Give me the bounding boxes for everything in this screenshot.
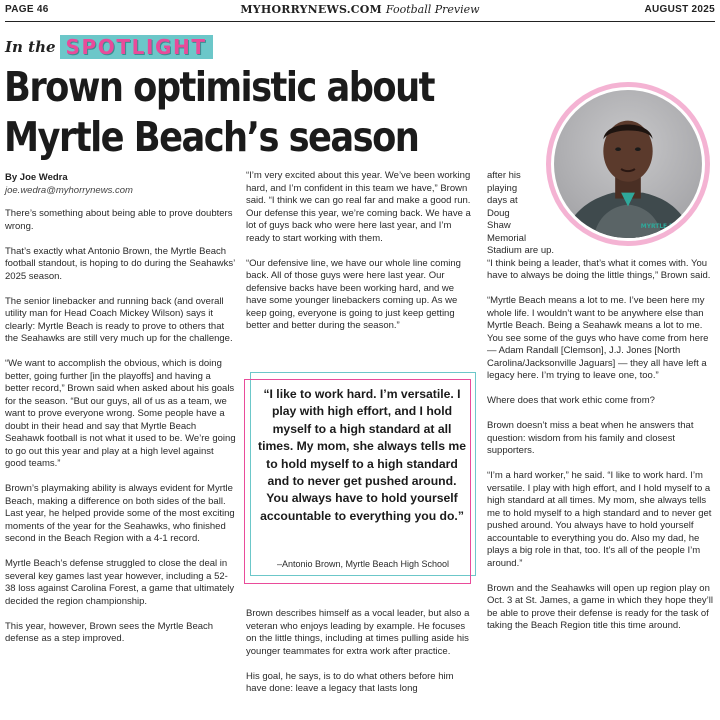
paragraph: Where does that work ethic come from? <box>487 395 655 406</box>
text-line: days at <box>487 195 518 206</box>
section-kicker <box>5 35 213 59</box>
article-column-2-continued <box>246 608 476 708</box>
paragraph: “Our defensive line, we have our whole line coming back. All of those guys were here last year. Our defensive backs have been working hard, and we have some younger linebackers coming up. As we keep going, everyone is going to just keep getting better and better during the season.” <box>246 257 461 331</box>
pull-quote <box>244 372 476 584</box>
article-column-3 <box>487 170 715 645</box>
text-line: after his <box>487 170 521 181</box>
paragraph: Brown describes himself as a vocal leader, but also a veteran who enjoys leading by example. He focuses on the little things, including at times pulling aside his younger teammates for extra work after practice. <box>246 608 470 657</box>
text-line: Shaw <box>487 220 511 231</box>
pull-quote-text: “I like to work hard. I’m versatile. I play with high effort, and I hold myself to a high standard at all times. My mom, she always tells me to hold myself to a high standard and to never get pushed around. You always have to hold yourself accountable to everything you do.” <box>258 387 466 523</box>
site-name: MYHORRYNEWS.COM <box>240 3 382 16</box>
text-line: Doug <box>487 207 510 219</box>
headline <box>4 62 451 162</box>
text-line: Stadium are up. <box>487 245 555 256</box>
paragraph: That’s exactly what Antonio Brown, the Myrtle Beach football standout, is hoping to do during the Seahawks’ 2025 season. <box>5 245 235 282</box>
author-name: By Joe Wedra <box>5 172 68 183</box>
jersey-text: MYRTLE BEACH <box>640 224 692 231</box>
section-name: Football Preview <box>385 3 480 16</box>
paragraph: Brown and the Seahawks will open up region play on Oct. 3 at St. James, a game in which they hope they’ll be able to prove their defense is ready for the task of taking the Beach Region title this time around. <box>487 582 714 631</box>
page-header <box>5 0 715 22</box>
paragraph: Brown doesn’t miss a beat when he answers that question: wisdom from his family and closest supporters. <box>487 420 694 456</box>
wrapped-text <box>487 170 555 258</box>
page-number: PAGE 46 <box>5 4 49 15</box>
paragraph: Myrtle Beach’s defense struggled to close the deal in several key games last year however, including a 52-38 loss against Carolina Forest, a game that ultimately decided the region championship. <box>5 558 235 607</box>
paragraph: Brown’s playmaking ability is always evident for Myrtle Beach, making a difference on both sides of the ball. Last year, he helped provide some of the most exciting moments of the year for the Seahawks, who finished second in the Beach Region with a 4-1 record. <box>5 483 235 544</box>
author-email: joe.wedra@myhorrynews.com <box>5 185 133 196</box>
paragraph: There’s something about being able to prove doubters wrong. <box>5 208 233 232</box>
headline-line-2: Myrtle Beach’s season <box>4 113 419 161</box>
article-column-2 <box>246 170 476 345</box>
kicker-prefix: In the <box>5 38 56 56</box>
paragraph: The senior linebacker and running back (and overall utility man for Head Coach Mickey Wilson) says it clearly: Myrtle Beach is ready to prove to others that the Seahawks are still very much up for the challenge. <box>5 295 233 344</box>
paragraph: “I’m very excited about this year. We’ve been working hard, and I’m confident in this team we have,” Brown said. “I think we can go real far and make a good run. Our defense this year, we’re coming back. We have a lot of guys back who were here last year, and I’m ready to start working with them. <box>246 170 471 244</box>
paragraph: “I’m a hard worker,” he said. “I like to work hard. I’m versatile. I play with high effort, and I hold myself to a high standard at all times. My mom, she always tells me to hold myself to a high standard and to never get pushed around. You always have to hold yourself accountable to everything you do. Also my dad, he plays a big role in that, too. It’s all of the people I’m around.” <box>487 470 712 569</box>
issue-date: AUGUST 2025 <box>644 4 715 15</box>
paragraph: “I think being a leader, that’s what it comes with. You have to always be doing the little things,” Brown said. <box>487 257 711 281</box>
paragraph: His goal, he says, is to do what others before him have done: leave a legacy that lasts long <box>246 670 454 694</box>
text-line: Memorial <box>487 232 527 244</box>
text-line: playing <box>487 182 518 194</box>
paragraph: This year, however, Brown sees the Myrtle Beach defense as a step improved. <box>5 620 214 644</box>
byline <box>5 172 235 196</box>
paragraph: “We want to accomplish the obvious, which is doing better, going further [in the playoffs] and having a better record,” Brown said when asked about his goals for the season. “But our guys, all of us as a team, we want to prove everyone wrong. Some people have a doubt in their head and say that Myrtle Beach Seahawk football is not what it used to be. We’re going to go out this year and play at a high level against good teams.” <box>5 358 236 469</box>
publication-masthead <box>5 3 715 16</box>
headline-line-1: Brown optimistic about <box>4 63 434 111</box>
article-column-1 <box>5 208 237 658</box>
kicker-word: SPOTLIGHT <box>60 35 213 59</box>
paragraph: “Myrtle Beach means a lot to me. I’ve been here my whole life. I wouldn’t want to be anywhere else than Myrtle Beach. Being a Seahawk means a lot to me. You see some of the guys who have come from here — Adam Randall [Clemson], J.J. Jones [North Carolina/Jacksonville Jaguars] — they all have left a legacy here. I’m trying to leave one, too.” <box>487 295 709 381</box>
pull-quote-attribution: –Antonio Brown, Myrtle Beach High School <box>276 559 450 569</box>
